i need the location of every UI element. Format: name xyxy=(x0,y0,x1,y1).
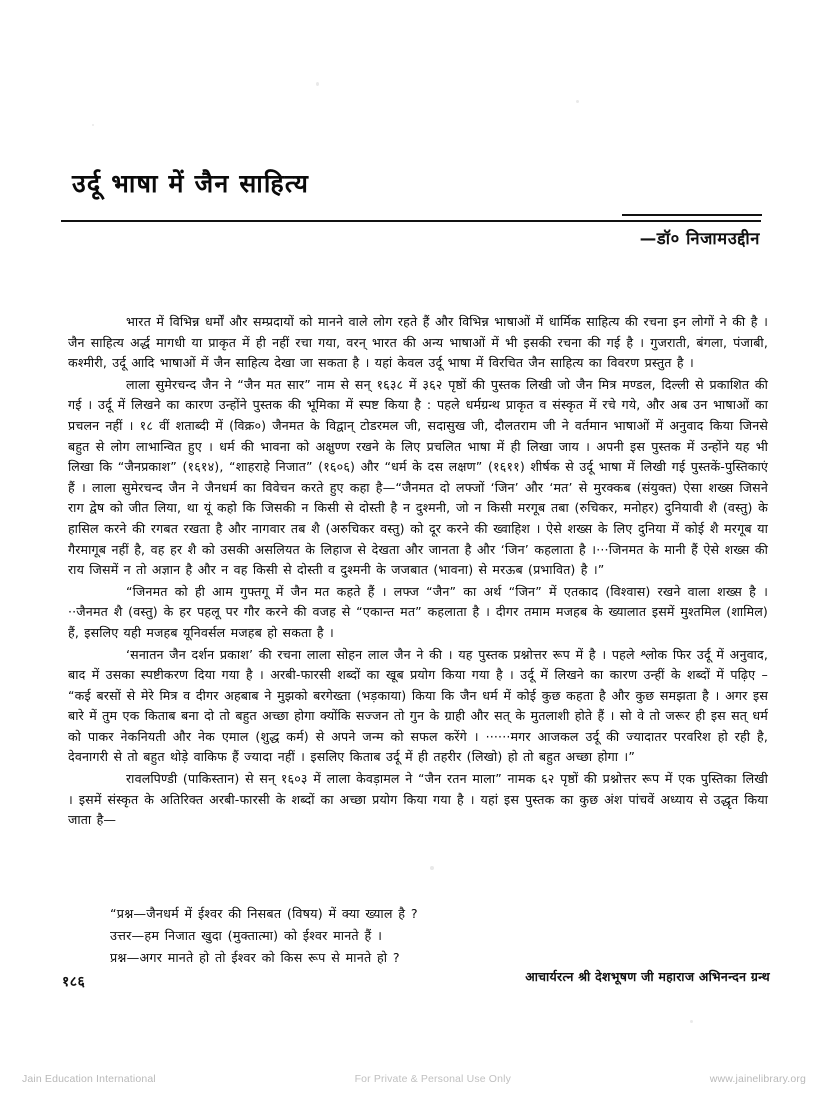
body-text-column xyxy=(68,312,768,832)
qa-excerpt-block xyxy=(68,903,768,969)
author-byline: —डॉ० निजामउद्दीन xyxy=(639,229,760,248)
paragraph: लाला सुमेरचन्द जैन ने “जैन मत सार” नाम से सन् १६३८ में ३६२ पृष्ठों की पुस्तक लिखी जो जैन मित्र मण्डल, दिल्ली से प्रकाशित की गई । उर्दू में लिखने का कारण उन्होंने पुस्तक की भूमिका में स्पष्ट किया है : पहले धर्मग्रन्थ प्राकृत व संस्कृत में रचे गये, और अब उन भाषाओं का प्रचलन नहीं । १८ वीं शताब्दी में (विक्र०) जैनमत के विद्वान् टोडरमल जी, सदासुख जी, दौलतराम जी ने वर्तमान भाषाओं में अनुवाद किया जिनसे बहुत से लोग लाभान्वित हुए । धर्म की भावना को अक्षुण्ण रखने के लिए प्रचलित भाषा में ही लिखा जाय । अपनी इस पुस्तक में उन्होंने यह भी लिखा कि “जैनप्रकाश” (१६१४), “शाहराहे निजात” (१६०६) और “धर्म के दस लक्षण” (१६११) शीर्षक से उर्दू भाषा में लिखी गई पुस्तकें-पुस्तिकाएं हैं । लाला सुमेरचन्द जैन ने जैनधर्म का विवेचन करते हुए कहा है—“जैनमत दो लफ्जों ‘जिन’ और ‘मत’ से मुरक्कब (संयुक्त) ऐसा शख्स जिसने राग द्वेष को जीत लिया, था यूं कहो कि जिसकी न किसी से दोस्ती है न दुश्मनी, जो न किसी मरगूब तबा (रुचिकर, मनोहर) दुनियावी शै (वस्तु) के हासिल करने की रगबत रखता है और नागवार तब शै (अरुचिकर वस्तु) को दूर करने की ख्वाहिश । ऐसे शख्स के लिए दुनिया में कोई शै मरगूब या गैरमागूब नहीं है, वह हर शै को उसकी असलियत के लिहाज से देखता और जानता है और ‘जिन’ कहलाता है ।···जिनमत के मानी हैं ऐसे शख्स की राय जिसमें न तो अज्ञान है और न वह किसी से दोस्ती व दुश्मनी के जजबात (भावना) से मरऊब (प्रभावित) है ।” xyxy=(68,376,768,578)
scan-speckle xyxy=(92,124,94,126)
qa-question: “प्रश्न—जैनधर्म में ईश्वर की निसबत (विषय) में क्या ख्याल है ? xyxy=(110,906,418,921)
qa-answer: उत्तर—हम निजात खुदा (मुक्तात्मा) को ईश्वर मानते हैं । xyxy=(110,928,383,943)
paragraph: भारत में विभिन्न धर्मों और सम्प्रदायों को मानने वाले लोग रहते हैं और विभिन्न भाषाओं में धार्मिक साहित्य की रचना इन लोगों ने की है । जैन साहित्य अर्द्ध मागधी या प्राकृत में ही नहीं रचा गया, वरन् भारत की अन्य भाषाओं में भी इसकी रचना की गई है । गुजराती, बंगला, पंजाबी, कश्मीरी, उर्दू आदि भाषाओं में जैन साहित्य देखा जा सकता है । यहां केवल उर्दू भाषा में विरचित जैन साहित्य का विवरण प्रस्तुत है । xyxy=(68,314,768,371)
scan-watermark-bar xyxy=(0,1068,828,1090)
page-number: १८६ xyxy=(62,974,86,990)
paragraph: “जिनमत को ही आम गुफ्तगू में जैन मत कहते हैं । लफ्ज “जैन” का अर्थ “जिन” में एतकाद (विश्वास) रखने वाला शख्स है । ··जैनमत शै (वस्तु) के हर पहलू पर गौर करने की वजह से “एकान्त मत” कहलाता है । दीगर तमाम मजहब के ख्यालात इसमें मुश्तमिल (शामिल) हैं, इसलिए यही मजहब यूनिवर्सल मजहब हो सकता है । xyxy=(68,583,768,640)
page-title: उर्दू भाषा में जैन साहित्य xyxy=(72,169,310,198)
author-divider xyxy=(622,214,762,216)
scan-speckle xyxy=(430,866,434,870)
title-block xyxy=(70,168,760,248)
scan-source-label: Jain Education International xyxy=(22,1073,156,1085)
scan-url-label[interactable]: www.jainelibrary.org xyxy=(709,1073,806,1085)
qa-question: प्रश्न—अगर मानते हो तो ईश्वर को किस रूप से मानते हो ? xyxy=(110,950,400,965)
scan-speckle xyxy=(576,100,579,103)
scan-usage-label: For Private & Personal Use Only xyxy=(354,1073,511,1085)
scan-speckle xyxy=(316,82,319,86)
running-footer: आचार्यरत्न श्री देशभूषण जी महाराज अभिनन्दन ग्रन्थ xyxy=(525,969,770,984)
scan-speckle xyxy=(690,1020,693,1023)
paragraph: ‘सनातन जैन दर्शन प्रकाश’ की रचना लाला सोहन लाल जैन ने की । यह पुस्तक प्रश्नोत्तर रूप में है । पहले श्लोक फिर उर्दू में अनुवाद, बाद में उसका स्पष्टीकरण दिया गया है । अरबी-फारसी शब्दों का खूब प्रयोग किया गया है । उर्दू में लिखने का कारण उन्हीं के शब्दों में पढ़िए – “कई बरसों से मेरे मित्र व दीगर अहबाब ने मुझको बरगेख्ता (भड़काया) किया कि जैन धर्म में कोई कुछ कहता है और कुछ समझता है । अगर इस बारे में तुम एक किताब बना दो तो बहुत अच्छा होगा क्योंकि सज्जन तो गुन के ग्राही और सत् के मुतलाशी होते हैं । सो वे तो जरूर ही इस सत् धर्म को पाकर नेकनियती और नेक एमाल (शुद्ध कर्म) से अपने जन्म को सफल करेंगे । ······मगर आजकल उर्दू की ज्यादातर परवरिश हो रही है, देवनागरी से तो बहुत थोड़े वाकिफ हैं ज्यादा नहीं । इसलिए किताब उर्दू में ही तहरीर (लिखो) हो तो बहुत अच्छा होगा ।” xyxy=(68,646,768,765)
title-divider xyxy=(61,220,761,222)
paragraph: रावलपिण्डी (पाकिस्तान) से सन् १६०३ में लाला केवड़ामल ने “जैन रतन माला” नामक ६२ पृष्ठों की प्रश्नोत्तर रूप में एक पुस्तिका लिखी । इसमें संस्कृत के अतिरिक्त अरबी-फारसी के शब्दों का अच्छा प्रयोग किया गया है । यहां इस पुस्तक का कुछ अंश पांचवें अध्याय से उद्धृत किया जाता है— xyxy=(68,771,768,828)
